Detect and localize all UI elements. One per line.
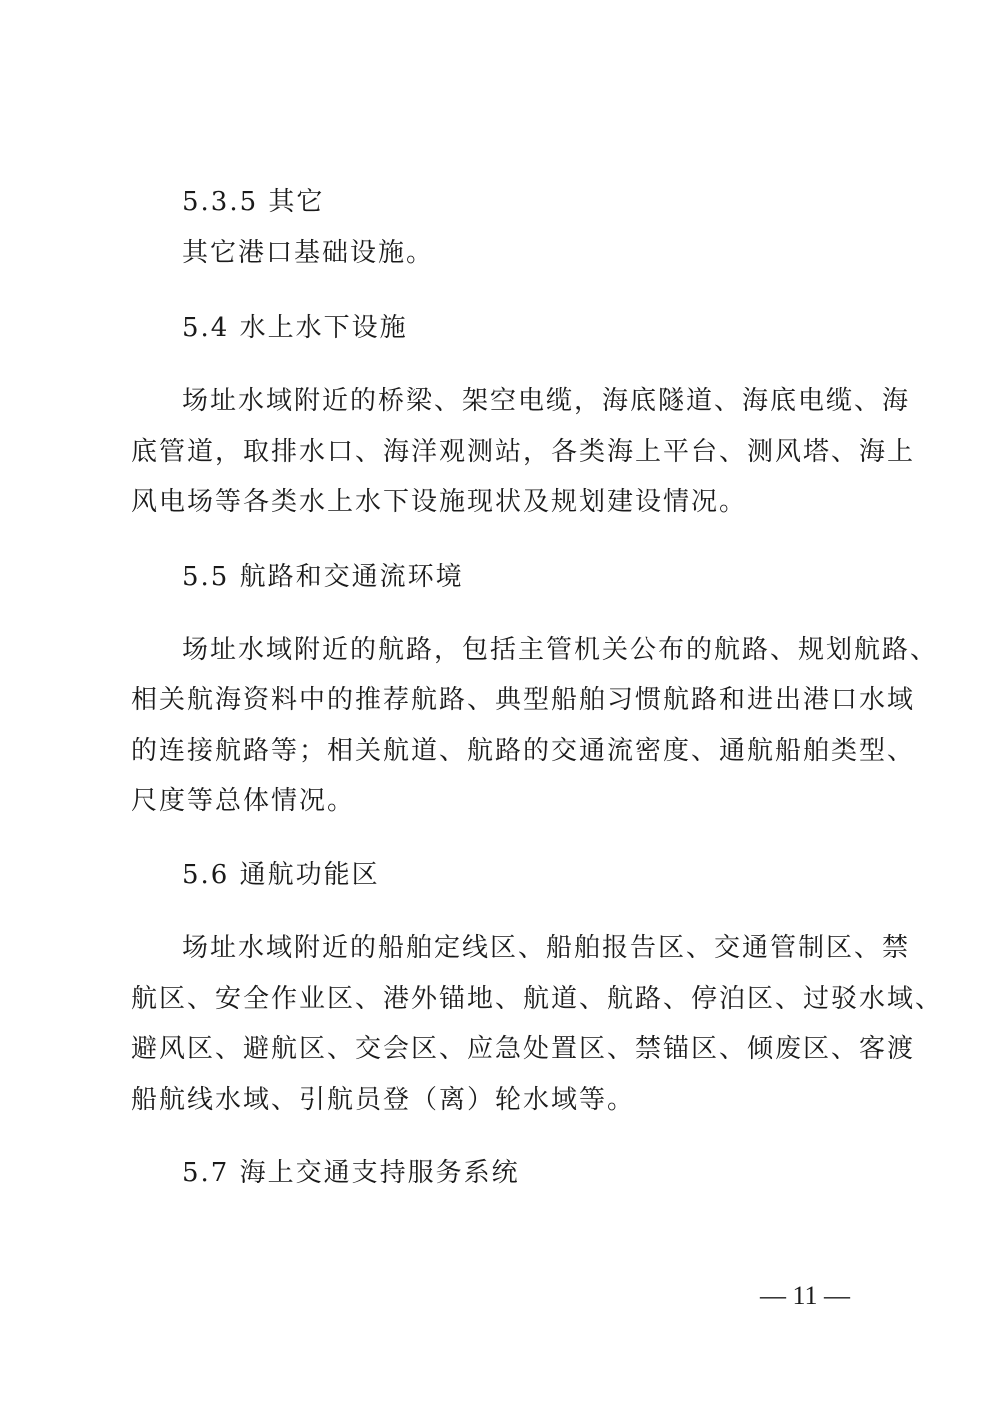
paragraph-line: 场址水域附近的船舶定线区、船舶报告区、交通管制区、禁 bbox=[182, 933, 911, 963]
paragraph-line: 其它港口基础设施。 bbox=[182, 238, 435, 268]
paragraph-line: 场址水域附近的桥梁、架空电缆，海底隧道、海底电缆、海 bbox=[182, 386, 911, 416]
section-heading-5-4: 5.4 水上水下设施 bbox=[182, 313, 408, 343]
section-heading-5-5: 5.5 航路和交通流环境 bbox=[182, 562, 464, 592]
page-number: — 11 — bbox=[760, 1281, 851, 1310]
paragraph-line: 的连接航路等；相关航道、航路的交通流密度、通航船舶类型、 bbox=[131, 736, 916, 766]
paragraph-line: 尺度等总体情况。 bbox=[131, 786, 356, 816]
section-heading-5-7: 5.7 海上交通支持服务系统 bbox=[182, 1158, 520, 1188]
section-heading-5-3-5: 5.3.5 其它 bbox=[182, 187, 325, 217]
paragraph-line: 船航线水域、引航员登（离）轮水域等。 bbox=[131, 1085, 636, 1115]
paragraph-line: 相关航海资料中的推荐航路、典型船舶习惯航路和进出港口水域 bbox=[131, 685, 916, 715]
paragraph-line: 避风区、避航区、交会区、应急处置区、禁锚区、倾废区、客渡 bbox=[131, 1034, 916, 1064]
paragraph-line: 风电场等各类水上水下设施现状及规划建设情况。 bbox=[131, 487, 748, 517]
paragraph-line: 航区、安全作业区、港外锚地、航道、航路、停泊区、过驳水域、 bbox=[131, 984, 944, 1014]
paragraph-line: 场址水域附近的航路，包括主管机关公布的航路、规划航路、 bbox=[182, 635, 939, 665]
paragraph-line: 底管道，取排水口、海洋观测站，各类海上平台、测风塔、海上 bbox=[131, 437, 916, 467]
section-heading-5-6: 5.6 通航功能区 bbox=[182, 860, 380, 890]
